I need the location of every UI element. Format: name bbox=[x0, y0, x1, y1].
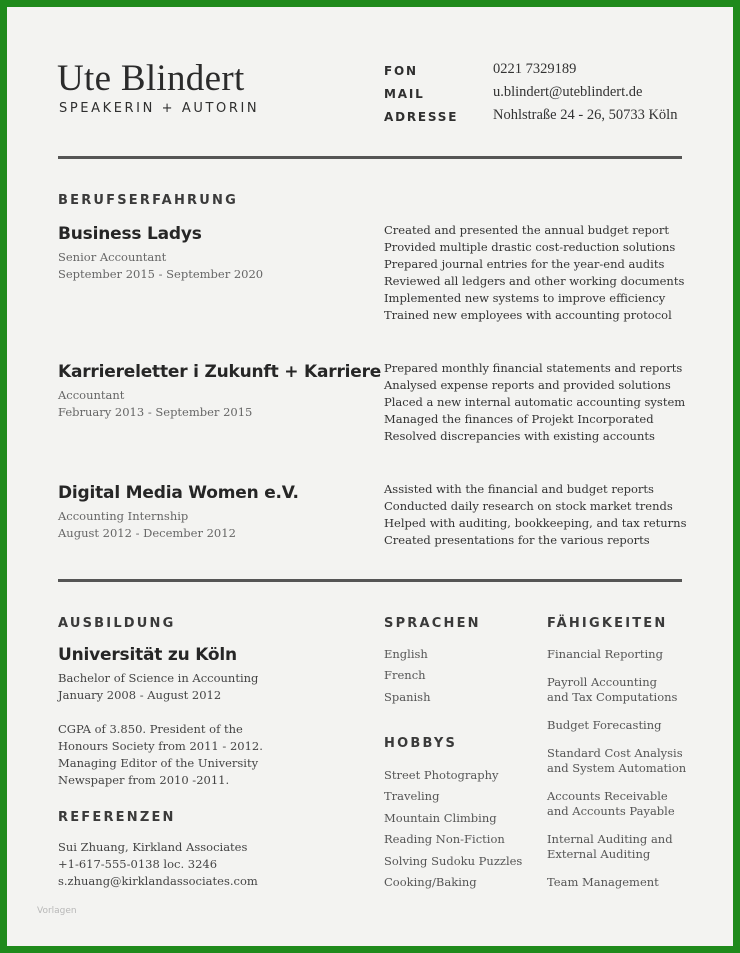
skill-line: Internal Auditing and bbox=[547, 832, 673, 846]
job-period: August 2012 - December 2012 bbox=[58, 526, 236, 540]
duty-item: Prepared journal entries for the year-end audits bbox=[384, 257, 665, 271]
contact-label-mail: MAIL bbox=[384, 87, 425, 101]
resume-page bbox=[7, 7, 733, 946]
skill-item bbox=[547, 746, 686, 775]
job-role: Accounting Internship bbox=[58, 509, 189, 523]
reference-line: Sui Zhuang, Kirkland Associates bbox=[58, 840, 248, 854]
hobby-item: Solving Sudoku Puzzles bbox=[384, 853, 523, 868]
skill-item bbox=[547, 832, 673, 861]
hobbies-list bbox=[384, 767, 522, 895]
skill-line: Standard Cost Analysis bbox=[547, 746, 683, 760]
applicant-name: Ute Blindert bbox=[57, 58, 245, 99]
duty-item: Resolved discrepancies with existing accounts bbox=[384, 429, 655, 443]
skill-line: Financial Reporting bbox=[547, 647, 663, 661]
job-meta bbox=[58, 249, 263, 283]
education-title: AUSBILDUNG bbox=[58, 616, 176, 631]
duty-item: Created presentations for the various reports bbox=[384, 533, 650, 547]
duty-item: Managed the finances of Projekt Incorporated bbox=[384, 412, 654, 426]
job-role: Senior Accountant bbox=[58, 250, 167, 264]
skill-line: and Accounts Payable bbox=[547, 803, 675, 818]
skill-item bbox=[547, 789, 675, 818]
skill-item bbox=[547, 718, 662, 733]
detail-line: Managing Editor of the University bbox=[58, 756, 259, 770]
duty-item: Analysed expense reports and provided solutions bbox=[384, 378, 671, 392]
language-item: English bbox=[384, 647, 428, 661]
watermark: Vorlagen bbox=[37, 906, 77, 916]
job-duties bbox=[384, 222, 684, 324]
contact-label-phone: FON bbox=[384, 64, 418, 78]
duty-item: Created and presented the annual budget report bbox=[384, 223, 669, 237]
hobby-item: Cooking/Baking bbox=[384, 874, 477, 889]
duty-item: Conducted daily research on stock market trends bbox=[384, 499, 673, 513]
job-period: February 2013 - September 2015 bbox=[58, 405, 253, 419]
detail-line: Newspaper from 2010 -2011. bbox=[58, 773, 230, 787]
hobby-item: Traveling bbox=[384, 789, 440, 804]
duty-item: Helped with auditing, bookkeeping, and tax returns bbox=[384, 516, 687, 530]
job-role: Accountant bbox=[58, 388, 125, 402]
skill-line: and System Automation bbox=[547, 760, 687, 775]
contact-value-phone: 0221 7329189 bbox=[493, 61, 577, 77]
skill-line: External Auditing bbox=[547, 846, 651, 861]
duty-item: Assisted with the financial and budget reports bbox=[384, 482, 654, 496]
detail-line: CGPA of 3.850. President of the bbox=[58, 722, 243, 736]
job-duties bbox=[384, 360, 685, 445]
job-period: September 2015 - September 2020 bbox=[58, 267, 264, 281]
education-details bbox=[58, 721, 263, 789]
education-period: January 2008 - August 2012 bbox=[58, 688, 222, 702]
skill-line: Budget Forecasting bbox=[547, 718, 662, 732]
experience-divider bbox=[58, 579, 682, 582]
header-divider bbox=[58, 156, 682, 159]
job-company: Karriereletter i Zukunft + Karriere bbox=[58, 362, 382, 382]
skill-line: Payroll Accounting bbox=[547, 675, 657, 689]
detail-line: Honours Society from 2011 - 2012. bbox=[58, 739, 263, 753]
experience-title: BERUFSERFAHRUNG bbox=[58, 193, 238, 208]
hobby-item: Street Photography bbox=[384, 768, 499, 782]
applicant-subtitle: SPEAKERIN + AUTORIN bbox=[59, 101, 260, 116]
contact-value-address: Nohlstraße 24 - 26, 50733 Köln bbox=[493, 107, 678, 123]
job-company: Business Ladys bbox=[58, 224, 202, 244]
skill-item bbox=[547, 875, 659, 890]
reference-line: +1-617-555-0138 loc. 3246 bbox=[58, 857, 218, 871]
skill-line: and Tax Computations bbox=[547, 689, 678, 704]
duty-item: Provided multiple drastic cost-reduction solutions bbox=[384, 240, 676, 254]
hobby-item: Reading Non-Fiction bbox=[384, 832, 505, 847]
languages-list bbox=[384, 646, 431, 710]
contact-value-mail: u.blindert@uteblindert.de bbox=[493, 84, 643, 100]
education-meta bbox=[58, 670, 258, 704]
skill-item bbox=[547, 647, 663, 662]
language-item: Spanish bbox=[384, 689, 431, 704]
degree: Bachelor of Science in Accounting bbox=[58, 671, 259, 685]
contact-label-address: ADRESSE bbox=[384, 110, 459, 124]
job-meta bbox=[58, 508, 236, 542]
duty-item: Placed a new internal automatic accounting system bbox=[384, 395, 686, 409]
references-title: REFERENZEN bbox=[58, 810, 176, 825]
duty-item: Prepared monthly financial statements and reports bbox=[384, 361, 683, 375]
school-name: Universität zu Köln bbox=[58, 645, 237, 665]
job-duties bbox=[384, 481, 687, 549]
duty-item: Reviewed all ledgers and other working documents bbox=[384, 274, 685, 288]
language-item: French bbox=[384, 668, 426, 683]
skill-item bbox=[547, 675, 677, 704]
skill-line: Team Management bbox=[547, 875, 659, 889]
job-company: Digital Media Women e.V. bbox=[58, 483, 299, 503]
duty-item: Implemented new systems to improve efficiency bbox=[384, 291, 666, 305]
skill-line: Accounts Receivable bbox=[547, 789, 668, 803]
hobby-item: Mountain Climbing bbox=[384, 810, 497, 825]
references-block bbox=[58, 839, 258, 890]
skills-title: FÄHIGKEITEN bbox=[547, 616, 668, 631]
duty-item: Trained new employees with accounting protocol bbox=[384, 308, 672, 322]
job-meta bbox=[58, 387, 252, 421]
hobbies-title: HOBBYS bbox=[384, 736, 458, 751]
reference-line: s.zhuang@kirklandassociates.com bbox=[58, 874, 258, 888]
languages-title: SPRACHEN bbox=[384, 616, 481, 631]
